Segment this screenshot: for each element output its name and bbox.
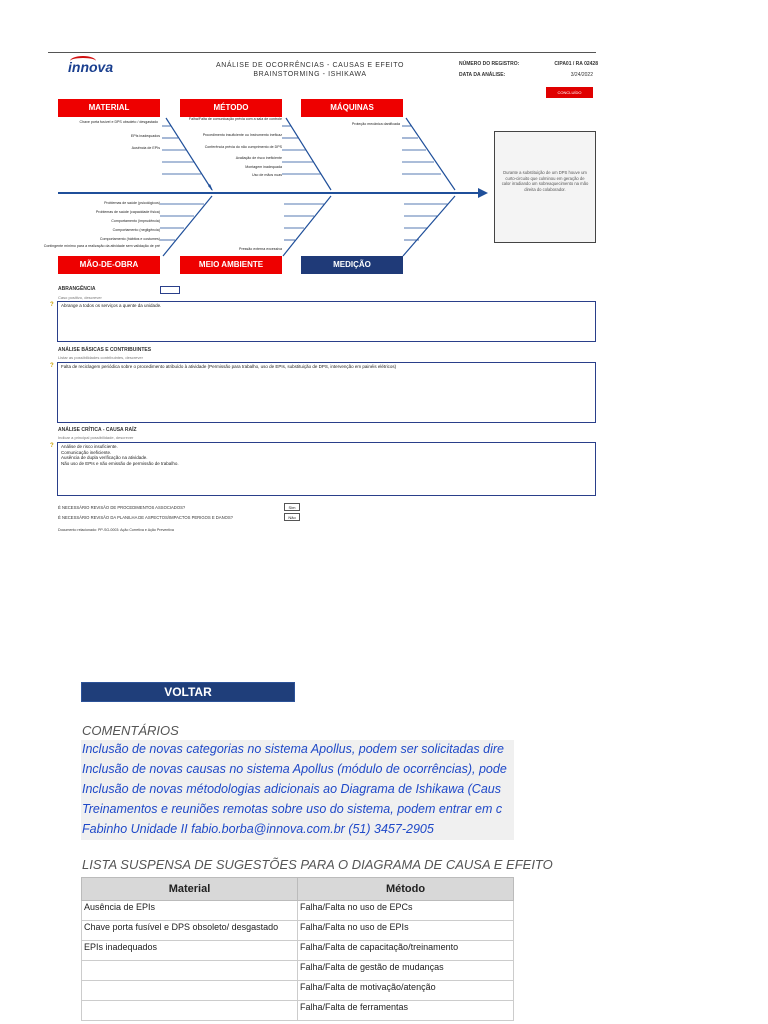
cause-mao-de-obra-4: Comportamento (negligência) [112, 228, 160, 232]
cause-mao-de-obra-5: Comportamento (hábitos e costumes) [99, 237, 160, 241]
table-cell: EPIs inadequados [82, 941, 298, 961]
bone-maquinas [406, 118, 455, 190]
comment-line-2: Inclusão de novas causas no sistema Apollus (módulo de ocorrências), pode [82, 762, 507, 776]
abrangencia-toggle[interactable] [160, 286, 180, 294]
bone-metodo [286, 118, 331, 190]
category-maquinas[interactable]: MÁQUINAS [301, 99, 403, 117]
bone-medicao [403, 196, 455, 256]
question-planilha: É NECESSÁRIO REVISÃO DA PLANILHA DE ASPECTOS/IMPACTOS PERIGOS E DANOS? [58, 515, 233, 520]
cause-meio-ambiente-1: Pressão externa excessiva [239, 247, 282, 251]
cause-mao-de-obra-6: Contingente mínimo para a realização da atividade sem validação de pré [43, 244, 160, 248]
cause-metodo-5: Montagem inadequada [245, 165, 282, 169]
data-value: 3/24/2022 [570, 72, 593, 78]
table-row [82, 941, 514, 961]
analise-basica-field[interactable] [57, 362, 596, 423]
cause-metodo-4: Avaliação de risco ineficiente [235, 156, 282, 160]
help-icon[interactable]: ? [50, 363, 54, 369]
analise-critica-field[interactable] [57, 442, 596, 496]
comment-line-5: Fabinho Unidade II fabio.borba@innova.com.br (51) 3457-2905 [82, 822, 434, 836]
report-title-line2: BRAINSTORMING - ISHIKAWA [253, 71, 367, 78]
suggestions-table [81, 877, 514, 1021]
table-cell: Falha/Falta de ferramentas [298, 1001, 514, 1021]
table-row [82, 1001, 514, 1021]
cause-maquinas-1: Proteção mecânica danificada [351, 122, 400, 126]
comment-line-4: Treinamentos e reuniões remotas sobre uso do sistema, podem entrar em c [82, 802, 503, 816]
cause-metodo-1: Falha/Falta de comunicação prévia com a sala de controle [188, 117, 282, 121]
answer-procedimentos[interactable]: Sim [284, 503, 300, 511]
cause-metodo-2: Procedimento insuficiente ou Instrumento ineficaz [202, 133, 282, 137]
column-header-material: Material [82, 878, 298, 901]
category-material[interactable]: MATERIAL [58, 99, 160, 117]
documento-relacionado: Documento relacionado: PP-SG-0003: Ação Corretiva e Ação Preventiva [58, 528, 174, 532]
category-medicao[interactable]: MEDIÇÃO [301, 256, 403, 274]
report-title-line1: ANÁLISE DE OCORRÊNCIAS - CAUSAS E EFEITO [215, 62, 405, 69]
table-row [82, 921, 514, 941]
table-cell [82, 1001, 298, 1021]
cause-metodo-3: Conferência prévia do não cumprimento de DPS [204, 145, 282, 149]
column-header-metodo: Método [298, 878, 514, 901]
category-mao-de-obra[interactable]: MÃO-DE-OBRA [58, 256, 160, 274]
data-label: DATA DA ANÁLISE: [459, 72, 506, 78]
table-header-row [82, 878, 514, 901]
fishbone-diagram [0, 0, 768, 300]
registro-label: NÚMERO DO REGISTRO: [459, 61, 520, 67]
table-cell: Falha/Falta de motivação/atenção [298, 981, 514, 1001]
question-procedimentos: É NECESSÁRIO REVISÃO DE PROCEDIMENTOS ASSOCIADOS? [58, 505, 186, 510]
comment-line-3: Inclusão de novas métodologias adicionais ao Diagrama de Ishikawa (Caus [82, 782, 501, 796]
bone-material [166, 118, 212, 190]
answer-planilha[interactable]: Não [284, 513, 300, 521]
status-badge: CONCLUÍDO [546, 87, 593, 98]
category-meio-ambiente[interactable]: MEIO AMBIENTE [180, 256, 282, 274]
analise-basica-subtitle: Listar as possibilidades contribuintes, descrever [58, 355, 143, 360]
table-row [82, 981, 514, 1001]
bone-meio-ambiente [283, 196, 331, 256]
abrangencia-text: Abrange a todos os serviços a quente da unidade. [61, 303, 162, 308]
table-cell: Chave porta fusível e DPS obsoleto/ desgastado [82, 921, 298, 941]
effect-box [494, 131, 596, 243]
analise-critica-text: Análise de risco insuficiente. Comunicação ineficiente. Ausência de dupla verificação na atividade. Não uso de EPIs e não emissão de permissão de trabalho. [61, 444, 179, 466]
abrangencia-field[interactable] [57, 301, 596, 342]
help-icon[interactable]: ? [50, 302, 54, 308]
cause-mao-de-obra-2: Problemas de saúde (capacidade física) [95, 210, 160, 214]
table-cell [82, 961, 298, 981]
analise-basica-text: Falta de reciclagem periódica sobre o procedimento atribuído à atividade (Permissão para trabalho, uso de EPIs, substituição de DPS, intervenção em painéis elétricos) [61, 364, 397, 369]
category-metodo[interactable]: MÉTODO [180, 99, 282, 117]
help-icon[interactable]: ? [50, 443, 54, 449]
cause-material-2: EPIs inadequados [130, 134, 160, 138]
cause-metodo-6: Uso de mãos nuas [252, 173, 282, 177]
cause-mao-de-obra-3: Comportamento (imprudência) [111, 219, 160, 223]
comments-title: COMENTÁRIOS [82, 723, 179, 738]
table-cell: Falha/Falta no uso de EPIs [298, 921, 514, 941]
analise-critica-title: ANÁLISE CRÍTICA - CAUSA RAÍZ [58, 427, 137, 433]
company-logo: innova [68, 59, 114, 75]
cause-material-1: Chave porta fusível e DPS obsoleto / desgastado [79, 120, 158, 124]
table-row [82, 961, 514, 981]
abrangencia-subtitle: Caso positivo, descrever [58, 295, 102, 300]
registro-value: CIPA01 / RA 02428 [554, 61, 598, 67]
table-cell: Falha/Falta de capacitação/treinamento [298, 941, 514, 961]
voltar-button[interactable]: VOLTAR [81, 682, 295, 702]
table-row [82, 901, 514, 921]
effect-text: Durante a substituição de um DPS houve um curto-circuito que culminou em geração de calor irradiando um sobreaquecimento na mão direita do colaborador. [501, 170, 589, 192]
table-cell [82, 981, 298, 1001]
suggestions-title: LISTA SUSPENSA DE SUGESTÕES PARA O DIAGRAMA DE CAUSA E EFEITO [82, 857, 553, 872]
comment-line-1: Inclusão de novas categorias no sistema Apollus, podem ser solicitadas dire [82, 742, 504, 756]
cause-mao-de-obra-1: Problemas de saúde (psicológicos) [104, 201, 160, 205]
analise-critica-subtitle: Indicar a principal possibilidade, descrever [58, 435, 134, 440]
table-cell: Falha/Falta no uso de EPCs [298, 901, 514, 921]
analise-basica-title: ANÁLISE BÁSICAS E CONTRIBUINTES [58, 347, 152, 353]
abrangencia-title: ABRANGÊNCIA [58, 286, 96, 292]
cause-material-3: Ausência de EPIs [131, 146, 160, 150]
table-cell: Ausência de EPIs [82, 901, 298, 921]
spine-arrowhead [478, 188, 488, 198]
table-cell: Falha/Falta de gestão de mudanças [298, 961, 514, 981]
